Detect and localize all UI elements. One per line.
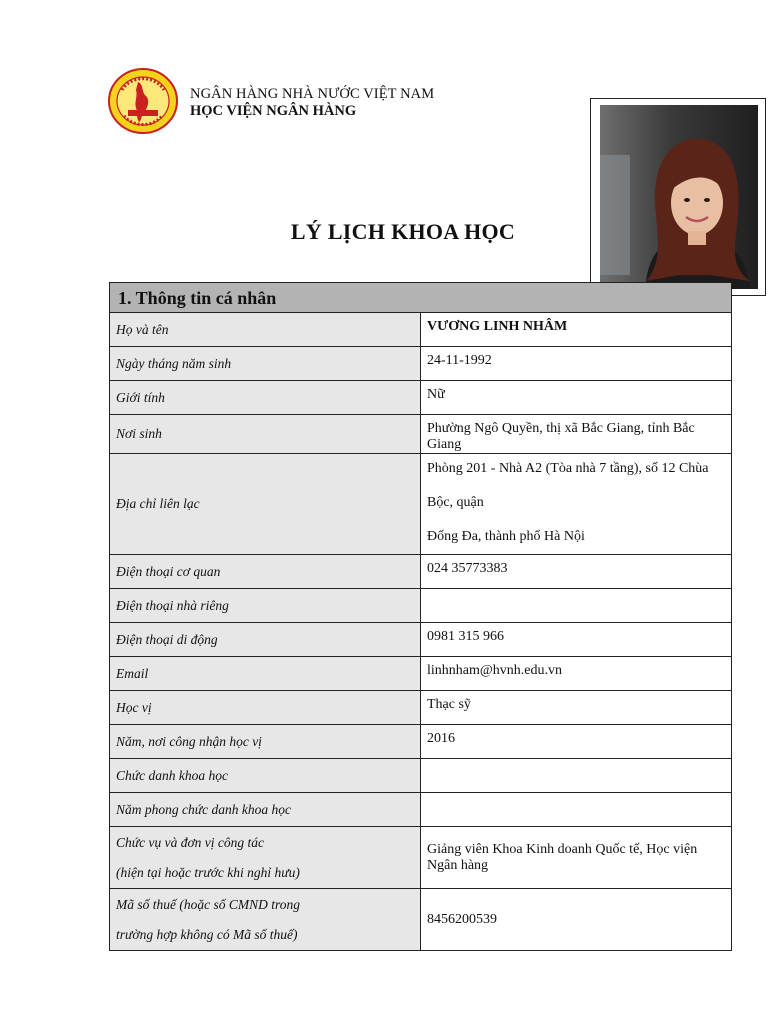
- row-label: Học vị: [110, 691, 421, 725]
- table-row: [110, 889, 732, 951]
- row-label-line-2: (hiện tại hoặc trước khi nghỉ hưu): [116, 864, 300, 880]
- org-parent-name: NGÂN HÀNG NHÀ NƯỚC VIỆT NAM: [190, 86, 435, 102]
- person-portrait-icon: [600, 105, 758, 289]
- row-label: Năm phong chức danh khoa học: [110, 793, 421, 827]
- address-value: [421, 454, 732, 555]
- org-name: HỌC VIỆN NGÂN HÀNG: [190, 103, 357, 119]
- table-row: [110, 657, 732, 691]
- organization-heading: [190, 86, 434, 120]
- section-title: 1. Thông tin cá nhân: [110, 283, 732, 313]
- table-row: [110, 725, 732, 759]
- table-row: [110, 381, 732, 415]
- table-row: [110, 555, 732, 589]
- birth-date-value: 24-11-1992: [421, 347, 732, 381]
- office-phone-value: 024 35773383: [421, 555, 732, 589]
- position-value: Giảng viên Khoa Kinh doanh Quốc tế, Học viện Ngân hàng: [421, 827, 732, 889]
- table-row: [110, 759, 732, 793]
- row-label: Giới tính: [110, 381, 421, 415]
- table-row: [110, 589, 732, 623]
- row-label: Ngày tháng năm sinh: [110, 347, 421, 381]
- table-row: [110, 347, 732, 381]
- row-label: Năm, nơi công nhận học vị: [110, 725, 421, 759]
- row-label: Email: [110, 657, 421, 691]
- table-row: [110, 793, 732, 827]
- row-label: Chức danh khoa học: [110, 759, 421, 793]
- table-row: [110, 691, 732, 725]
- row-label: Điện thoại nhà riêng: [110, 589, 421, 623]
- table-row: [110, 313, 732, 347]
- address-line-2: Đống Đa, thành phố Hà Nội: [427, 529, 585, 544]
- table-row: [110, 454, 732, 555]
- mobile-phone-value: 0981 315 966: [421, 623, 732, 657]
- academy-logo: [108, 68, 178, 134]
- home-phone-value: [421, 589, 732, 623]
- tax-id-value: 8456200539: [421, 889, 732, 951]
- row-label: [110, 827, 421, 889]
- table-row: [110, 827, 732, 889]
- full-name-value: VƯƠNG LINH NHÂM: [421, 313, 732, 347]
- personal-info-table: [109, 282, 732, 951]
- row-label: Điện thoại cơ quan: [110, 555, 421, 589]
- academic-title-value: [421, 759, 732, 793]
- table-row: [110, 415, 732, 454]
- section-header-row: [110, 283, 732, 313]
- portrait-photo: [590, 98, 766, 296]
- row-label-line-1: Mã số thuế (hoặc số CMND trong: [116, 896, 300, 912]
- birthplace-value: Phường Ngô Quyền, thị xã Bắc Giang, tỉnh Bắc Giang: [421, 415, 732, 454]
- row-label-line-1: Chức vụ và đơn vị công tác: [116, 834, 265, 850]
- row-label: Điện thoại di động: [110, 623, 421, 657]
- row-label: Họ và tên: [110, 313, 421, 347]
- address-line-1: Phòng 201 - Nhà A2 (Tòa nhà 7 tầng), số 12 Chùa Bộc, quận: [427, 461, 709, 510]
- degree-value: Thạc sỹ: [421, 691, 732, 725]
- row-label-line-2: trường hợp không có Mã số thuế): [116, 926, 298, 942]
- table-row: [110, 623, 732, 657]
- academic-title-year-value: [421, 793, 732, 827]
- document-title: LÝ LỊCH KHOA HỌC: [290, 219, 516, 244]
- row-label: Địa chỉ liên lạc: [110, 454, 421, 555]
- email-value: linhnham@hvnh.edu.vn: [421, 657, 732, 691]
- degree-year-value: 2016: [421, 725, 732, 759]
- row-label: [110, 889, 421, 951]
- row-label: Nơi sinh: [110, 415, 421, 454]
- gender-value: Nữ: [421, 381, 732, 415]
